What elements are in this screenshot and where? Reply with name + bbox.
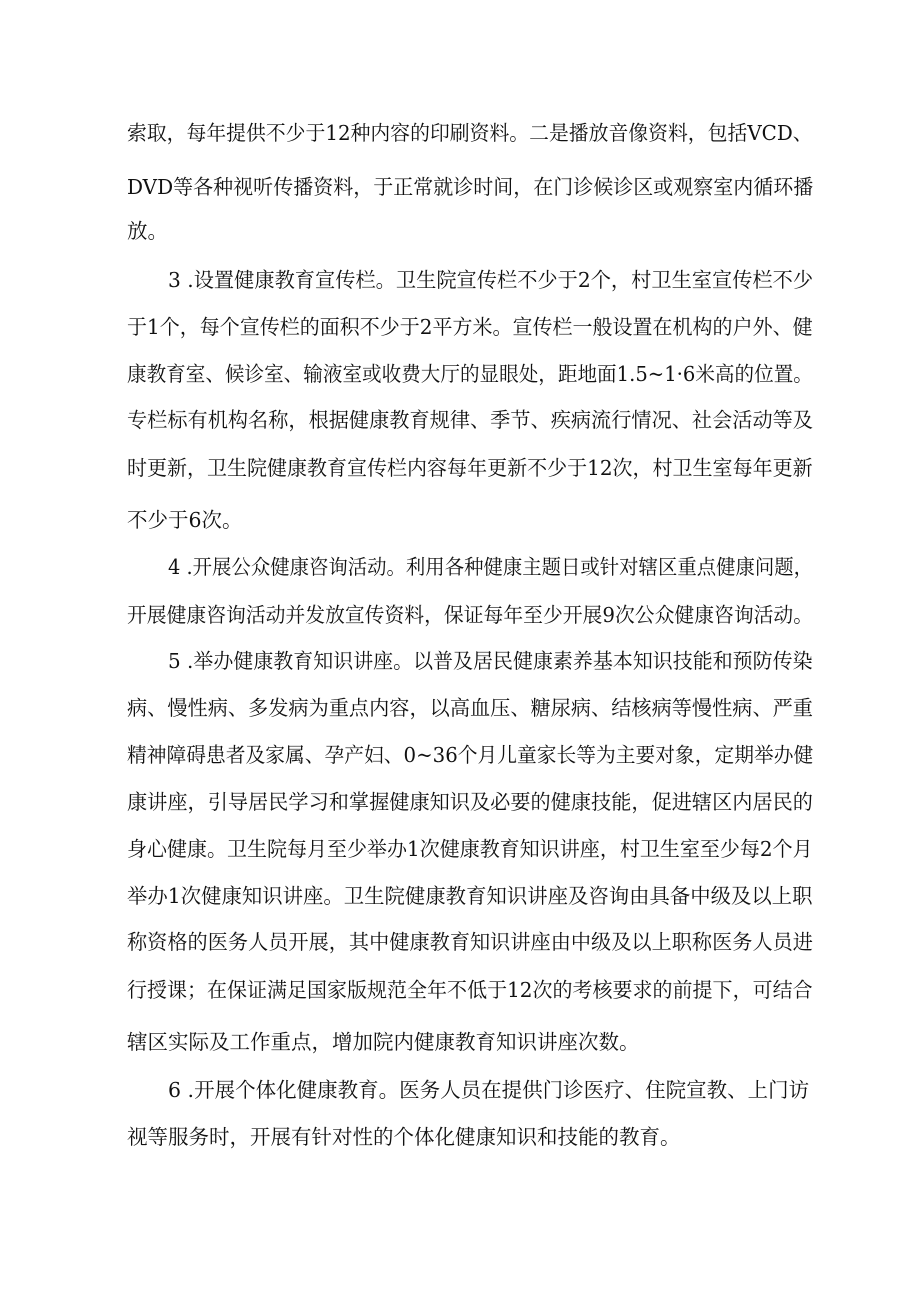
text-line: 专栏标有机构名称，根据健康教育规律、季节、疾病流行情况、社会活动等及 xyxy=(127,408,813,432)
text-line: 4 .开展公众健康咨询活动。利用各种健康主题日或针对辖区重点健康问题， xyxy=(168,555,814,579)
text-line: 3 .设置健康教育宣传栏。卫生院宣传栏不少于2个，村卫生室宣传栏不少 xyxy=(168,268,814,292)
text-line: 索取，每年提供不少于12种内容的印刷资料。二是播放音像资料，包括VCD、 xyxy=(127,121,813,145)
text-line: 5 .举办健康教育知识讲座。以普及居民健康素养基本知识技能和预防传染 xyxy=(168,649,813,673)
text-line: 视等服务时，开展有针对性的个体化健康知识和技能的教育。 xyxy=(127,1125,681,1149)
text-line: DVD等各种视听传播资料，于正常就诊时间，在门诊候诊区或观察室内循环播 xyxy=(127,175,814,199)
text-line: 6 .开展个体化健康教育。医务人员在提供门诊医疗、住院宣教、上门访 xyxy=(168,1078,810,1102)
text-line: 举办1次健康知识讲座。卫生院健康教育知识讲座及咨询由具备中级及以上职 xyxy=(127,884,813,908)
text-line: 康教育室、候诊室、输液室或收费大厅的显眼处，距地面1.5~1·6米高的位置。 xyxy=(127,362,813,386)
text-line: 身心健康。卫生院每月至少举办1次健康教育知识讲座，村卫生室至少每2个月 xyxy=(127,837,813,861)
text-line: 时更新，卫生院健康教育宣传栏内容每年更新不少于12次，村卫生室每年更新 xyxy=(127,456,813,480)
text-line: 不少于6次。 xyxy=(127,508,243,532)
text-line: 放。 xyxy=(127,219,168,243)
text-line: 精神障碍患者及家属、孕产妇、0~36个月儿童家长等为主要对象，定期举办健 xyxy=(127,743,814,767)
text-line: 辖区实际及工作重点，增加院内健康教育知识讲座次数。 xyxy=(127,1030,640,1054)
text-line: 病、慢性病、多发病为重点内容，以高血压、糖尿病、结核病等慢性病、严重 xyxy=(127,696,813,720)
text-line: 于1个，每个宣传栏的面积不少于2平方米。宣传栏一般设置在机构的户外、健 xyxy=(127,315,813,339)
text-line: 行授课；在保证满足国家版规范全年不低于12次的考核要求的前提下，可结合 xyxy=(127,978,813,1002)
text-line: 称资格的医务人员开展，其中健康教育知识讲座由中级及以上职称医务人员进 xyxy=(127,930,813,954)
text-line: 开展健康咨询活动并发放宣传资料，保证每年至少开展9次公众健康咨询活动。 xyxy=(127,603,814,627)
text-line: 康讲座，引导居民学习和掌握健康知识及必要的健康技能，促进辖区内居民的 xyxy=(127,790,813,814)
